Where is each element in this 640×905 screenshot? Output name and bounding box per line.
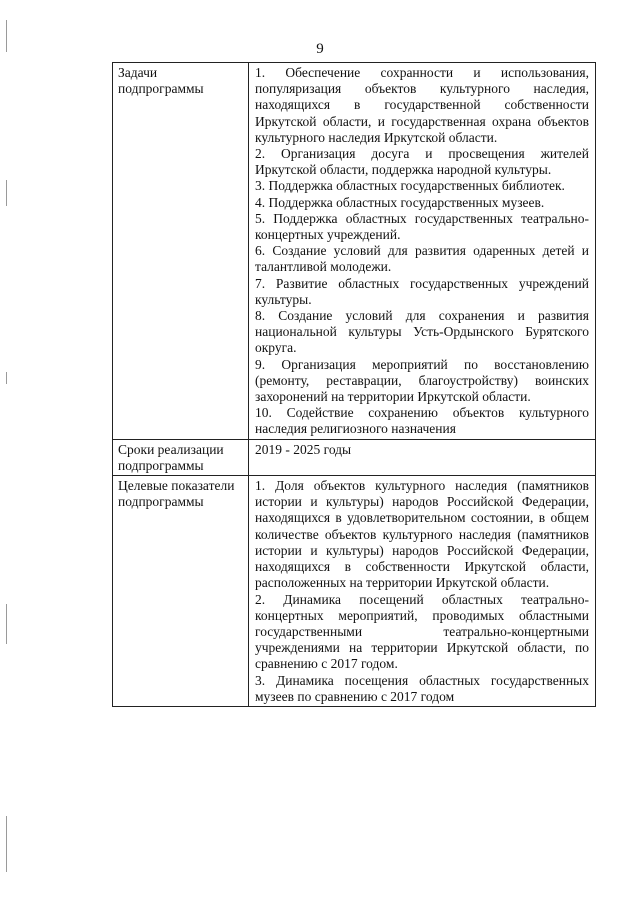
list-item: 1. Доля объектов культурного наследия (памятников истории и культуры) народов Российской Федерации, находящихся в удовлетворительном состоянии, в общем количестве объектов культурного наследия (памятников истории и культуры) народов Российской Федерации, находящихся в собственности Иркутской области, расположенных на территории Иркутской области. [255, 478, 589, 591]
page-number: 9 [316, 41, 324, 57]
list-item: 9. Организация мероприятий по восстановлению (ремонту, реставрации, благоустройству) воинских захоронений на территории Иркутской области. [255, 356, 589, 405]
row-content [249, 63, 596, 440]
row-label: Задачи подпрограммы [113, 63, 249, 440]
scan-edge-mark [6, 372, 7, 384]
list-item: 2. Динамика посещений областных театрально-концертных мероприятий, проводимых областными государственными театрально-концертными учреждениями на территории Иркутской области, по сравнению с 2017 годом. [255, 591, 589, 672]
list-item: 2019 - 2025 годы [255, 441, 352, 457]
table-row [113, 476, 596, 707]
scan-edge-mark [6, 816, 7, 872]
subprogram-passport-table [112, 62, 596, 707]
list-item: 3. Поддержка областных государственных библиотек. [255, 178, 565, 194]
table-row [113, 63, 596, 440]
table-row [113, 439, 596, 475]
row-content [249, 476, 596, 707]
scan-edge-mark [6, 604, 7, 644]
list-item: 8. Создание условий для сохранения и развития национальной культуры Усть-Ордынского Бурятского округа. [255, 308, 589, 356]
row-label: Целевые показатели подпрограммы [113, 476, 249, 707]
scan-edge-mark [6, 20, 7, 52]
list-item: 3. Динамика посещения областных государственных музеев по сравнению с 2017 годом [255, 672, 589, 704]
list-item: 2. Организация досуга и просвещения жителей Иркутской области, поддержка народной культуры. [255, 146, 589, 178]
row-label: Сроки реализации подпрограммы [113, 439, 249, 475]
list-item: 4. Поддержка областных государственных музеев. [255, 194, 545, 210]
list-item: 10. Содействие сохранению объектов культурного наследия религиозного назначения [255, 405, 589, 437]
list-item: 6. Создание условий для развития одаренных детей и талантливой молодежи. [255, 243, 589, 275]
scan-edge-mark [6, 180, 7, 206]
list-item: 1. Обеспечение сохранности и использования, популяризация объектов культурного наследия, находящихся в государственной собственности Иркутской области, и государственная охрана объектов культурного наследия Иркутской области. [255, 65, 589, 145]
list-item: 7. Развитие областных государственных учреждений культуры. [255, 275, 589, 307]
row-content [249, 439, 596, 475]
list-item: 5. Поддержка областных государственных театрально-концертных учреждений. [255, 210, 589, 243]
